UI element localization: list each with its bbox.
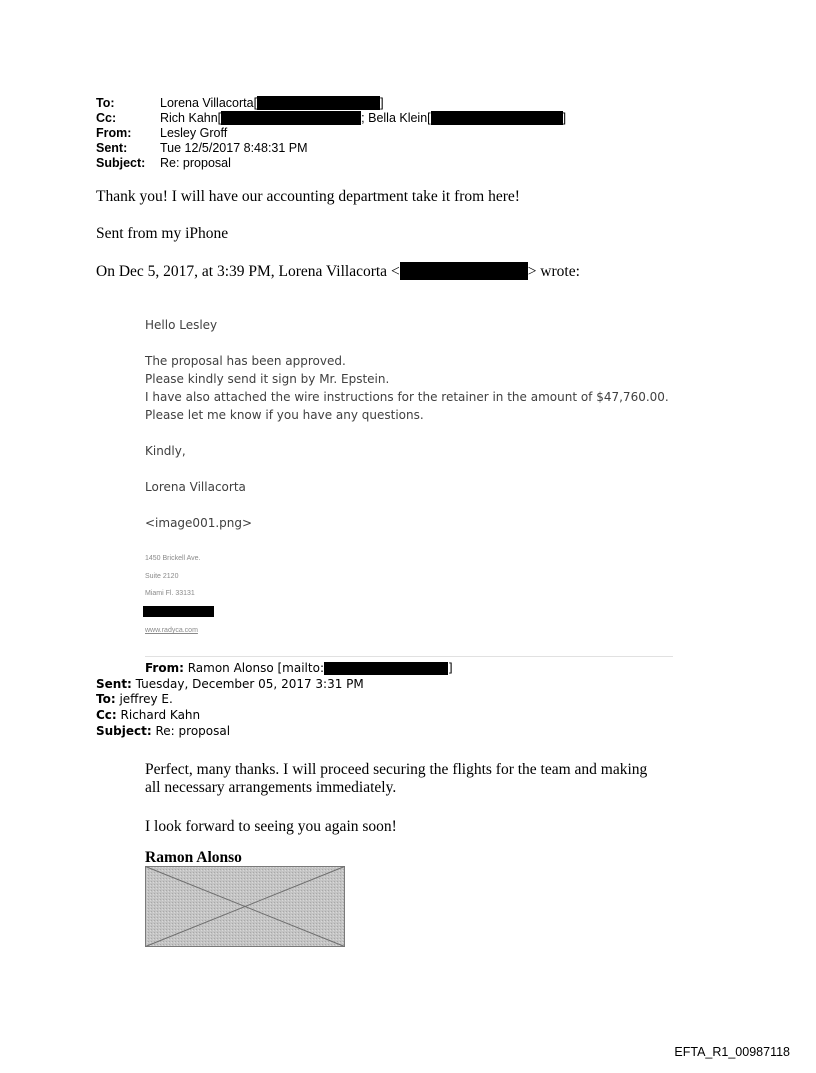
forward-cc-row <box>96 708 200 722</box>
forward-to-value: jeffrey E. <box>115 692 173 706</box>
document-id: EFTA_R1_00987118 <box>674 1045 790 1059</box>
header-cc-row <box>0 111 816 125</box>
redaction-bar <box>324 662 448 675</box>
redaction-bar <box>400 262 528 280</box>
to-label: To: <box>96 96 115 110</box>
forward-subject-label: Subject: <box>96 724 152 738</box>
quoted-line-1: The proposal has been approved. <box>145 354 346 368</box>
header-subject-row <box>0 156 816 170</box>
forward-from-value: Ramon Alonso [mailto: <box>183 661 324 675</box>
to-bracket: ] <box>380 96 384 110</box>
cc-label: Cc: <box>96 111 117 125</box>
signature-address-2: Suite 2120 <box>145 573 179 580</box>
quoted-line-3: I have also attached the wire instructions for the retainer in the amount of $47,760.00. <box>145 390 669 404</box>
message2-paragraph-1 <box>145 761 647 797</box>
cc-name-1: Rich Kahn[ <box>160 111 222 125</box>
cc-name-2: ; Bella Klein[ <box>361 111 431 125</box>
quoted-greeting: Hello Lesley <box>145 318 218 332</box>
redaction-bar <box>221 111 361 125</box>
forward-from-label: From: <box>145 661 184 675</box>
to-name: Lorena Villacorta[ <box>160 96 258 110</box>
signature-name: Ramon Alonso <box>145 849 242 866</box>
message2-line-2: all necessary arrangements immediately. <box>145 779 397 796</box>
redaction-bar <box>143 606 214 617</box>
from-label: From: <box>96 126 132 140</box>
reply-wrote-line <box>96 262 580 281</box>
to-value <box>160 96 384 110</box>
subject-value: Re: proposal <box>160 156 231 170</box>
header-sent-row <box>0 141 816 155</box>
forward-subject-value: Re: proposal <box>151 724 231 738</box>
subject-label: Subject: <box>96 156 146 170</box>
quoted-image-placeholder: <image001.png> <box>145 516 253 530</box>
cc-value <box>160 111 566 125</box>
message2-line-1: Perfect, many thanks. I will proceed securing the flights for the team and making <box>145 761 648 778</box>
quoted-closing: Kindly, <box>145 444 186 458</box>
divider <box>145 656 673 657</box>
redaction-bar <box>257 96 380 110</box>
reply-line-1: Thank you! I will have our accounting department take it from here! <box>96 188 520 205</box>
forward-from-row <box>145 661 453 675</box>
redaction-bar <box>431 111 563 125</box>
forward-sent-row <box>96 677 364 691</box>
header-from-row <box>0 126 816 140</box>
missing-image-placeholder <box>145 866 345 947</box>
signature-website-link[interactable]: www.radyca.com <box>145 627 198 634</box>
signature-address-1: 1450 Brickell Ave. <box>145 555 201 562</box>
sent-label: Sent: <box>96 141 128 155</box>
sent-value: Tue 12/5/2017 8:48:31 PM <box>160 141 308 155</box>
from-value: Lesley Groff <box>160 126 228 140</box>
forward-from-bracket: ] <box>447 661 453 675</box>
reply-line-2: Sent from my iPhone <box>96 225 229 242</box>
forward-sent-label: Sent: <box>96 677 132 691</box>
header-to-row <box>0 96 816 110</box>
quoted-line-2: Please kindly send it sign by Mr. Epstein. <box>145 372 390 386</box>
signature-address-3: Miami Fl. 33131 <box>145 590 195 597</box>
message2-paragraph-2: I look forward to seeing you again soon! <box>145 818 397 835</box>
quoted-line-4: Please let me know if you have any questions. <box>145 408 424 422</box>
quoted-sender-name: Lorena Villacorta <box>145 480 246 494</box>
wrote-suffix: > wrote: <box>527 263 580 280</box>
forward-sent-value: Tuesday, December 05, 2017 3:31 PM <box>131 677 364 691</box>
forward-to-row <box>96 692 173 706</box>
wrote-prefix: On Dec 5, 2017, at 3:39 PM, Lorena Villacorta < <box>96 263 400 280</box>
forward-to-label: To: <box>96 692 116 706</box>
cc-bracket: ] <box>562 111 567 125</box>
forward-cc-label: Cc: <box>96 708 117 722</box>
forward-subject-row <box>96 724 230 738</box>
forward-cc-value: Richard Kahn <box>116 708 201 722</box>
